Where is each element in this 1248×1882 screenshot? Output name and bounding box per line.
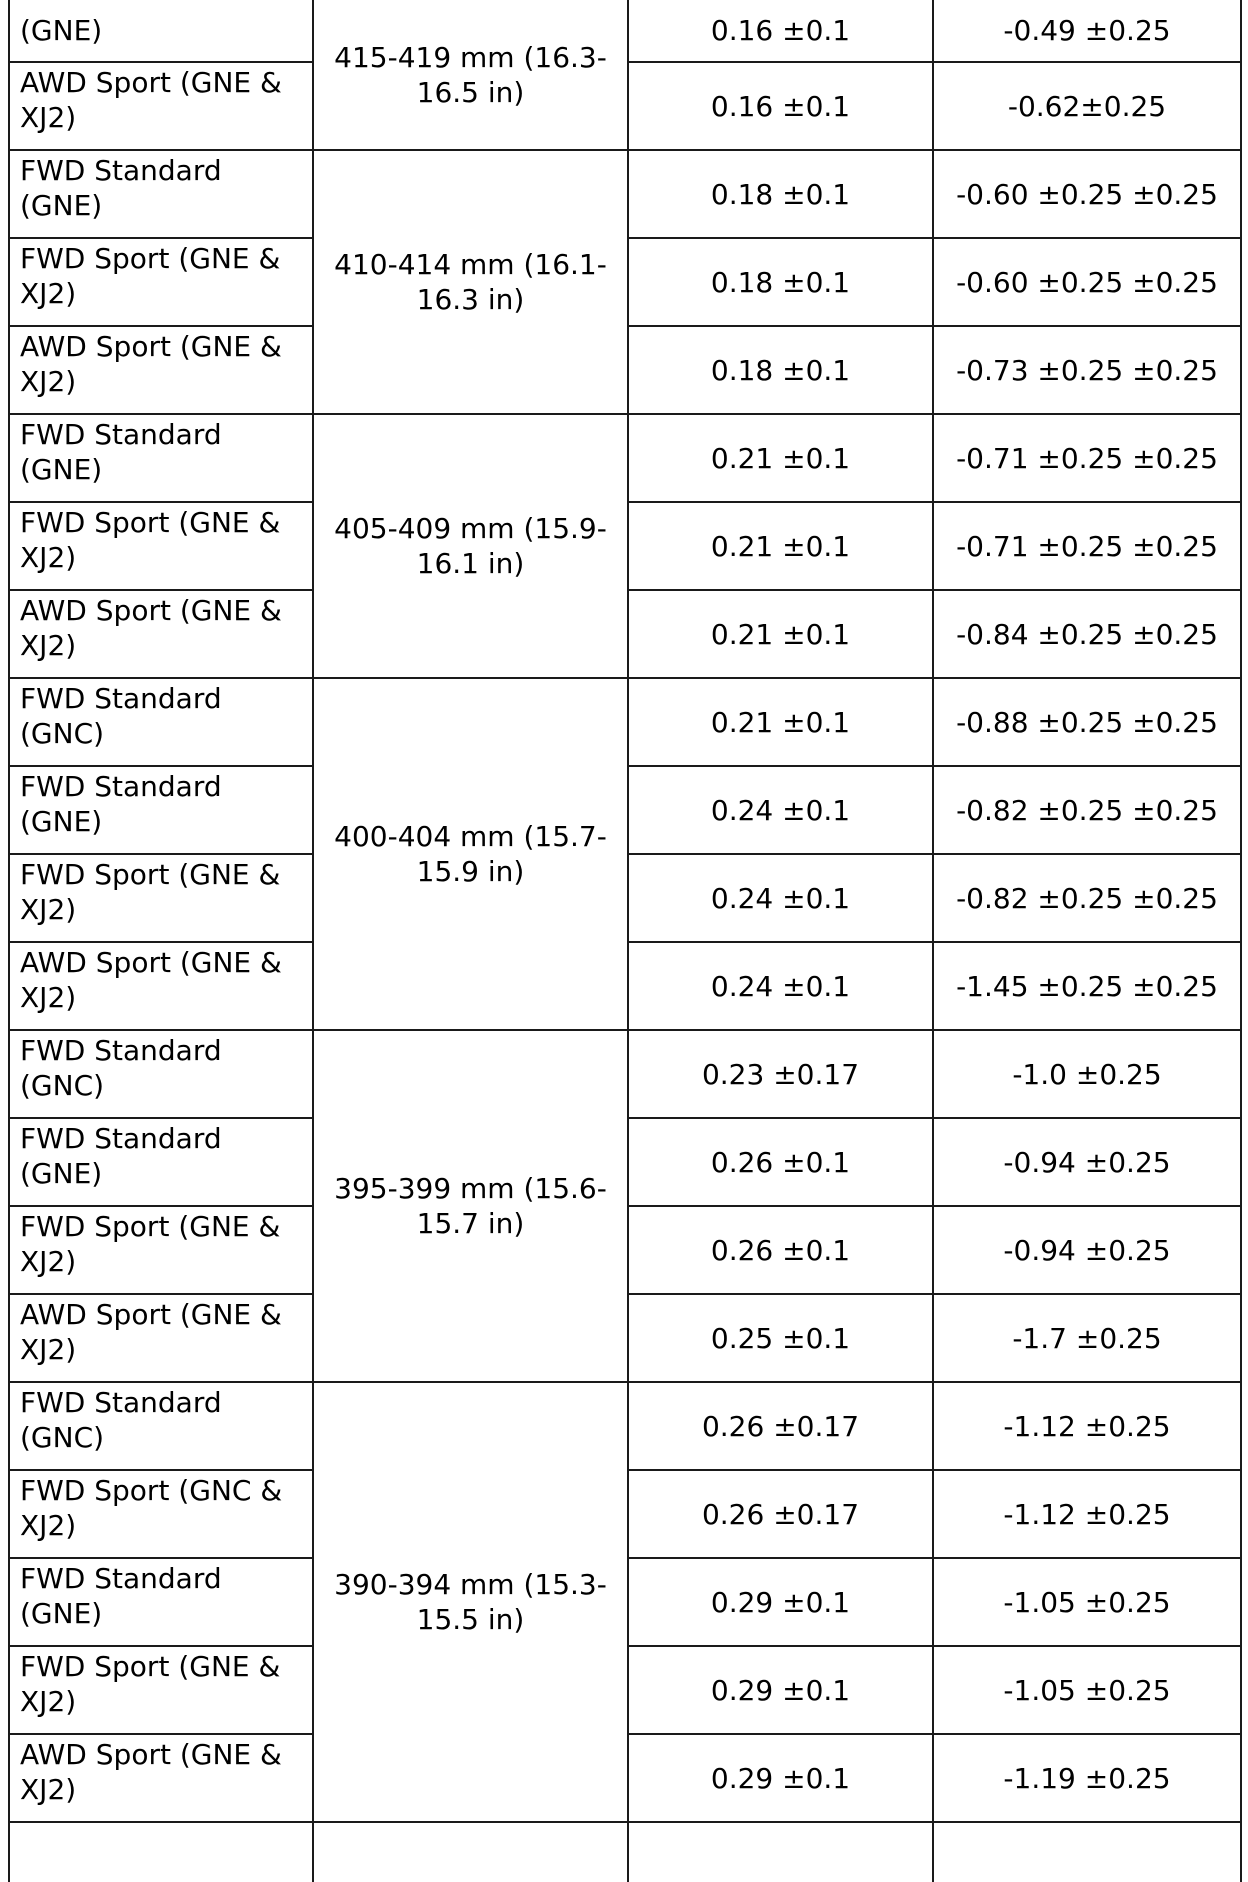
toe-value-cell: -0.82 ±0.25 ±0.25 [933, 854, 1241, 942]
vehicle-variant-cell: AWD Sport (GNE & XJ2) [9, 1294, 313, 1382]
height-range-cell: 410-414 mm (16.1-16.3 in) [313, 150, 628, 414]
vehicle-variant-cell: FWD Standard (GNE) [9, 414, 313, 502]
camber-value-cell: 0.21 ±0.1 [628, 678, 933, 766]
toe-value-cell: -0.71 ±0.25 ±0.25 [933, 414, 1241, 502]
table-row [9, 1382, 1241, 1470]
toe-value-cell: -0.60 ±0.25 ±0.25 [933, 238, 1241, 326]
vehicle-variant-cell: FWD Standard (GNC) [9, 678, 313, 766]
vehicle-variant-cell: AWD Sport (GNE & XJ2) [9, 326, 313, 414]
vehicle-variant-cell: AWD Sport (GNE & XJ2) [9, 942, 313, 1030]
vehicle-variant-cell: (GNE) [9, 0, 313, 62]
vehicle-variant-cell: AWD Sport (GNE & XJ2) [9, 590, 313, 678]
camber-value-cell: 0.26 ±0.1 [628, 1118, 933, 1206]
camber-value-cell: 0.16 ±0.1 [628, 0, 933, 62]
vehicle-variant-cell: FWD Sport (GNE & XJ2) [9, 854, 313, 942]
height-range-cell: 390-394 mm (15.3-15.5 in) [313, 1382, 628, 1822]
vehicle-variant-cell: FWD Sport (GNE & XJ2) [9, 238, 313, 326]
height-range-cell: 400-404 mm (15.7-15.9 in) [313, 678, 628, 1030]
camber-value-cell: 0.21 ±0.1 [628, 590, 933, 678]
vehicle-variant-cell: AWD Sport (GNE & XJ2) [9, 1734, 313, 1822]
camber-value-cell: 0.23 ±0.17 [628, 1030, 933, 1118]
camber-value-cell: 0.16 ±0.1 [628, 62, 933, 150]
toe-value-cell: -1.12 ±0.25 [933, 1382, 1241, 1470]
vehicle-variant-cell: FWD Sport (GNC & XJ2) [9, 1470, 313, 1558]
camber-value-cell: 0.18 ±0.1 [628, 238, 933, 326]
empty-cell [933, 1822, 1241, 1882]
camber-value-cell: 0.21 ±0.1 [628, 502, 933, 590]
camber-value-cell: 0.25 ±0.1 [628, 1294, 933, 1382]
camber-value-cell: 0.18 ±0.1 [628, 150, 933, 238]
toe-value-cell: -1.12 ±0.25 [933, 1470, 1241, 1558]
toe-value-cell: -1.45 ±0.25 ±0.25 [933, 942, 1241, 1030]
camber-value-cell: 0.26 ±0.1 [628, 1206, 933, 1294]
alignment-spec-table [8, 0, 1242, 1882]
height-range-cell: 395-399 mm (15.6-15.7 in) [313, 1030, 628, 1382]
toe-value-cell: -0.73 ±0.25 ±0.25 [933, 326, 1241, 414]
empty-cell [628, 1822, 933, 1882]
camber-value-cell: 0.29 ±0.1 [628, 1734, 933, 1822]
camber-value-cell: 0.18 ±0.1 [628, 326, 933, 414]
vehicle-variant-cell: AWD Sport (GNE & XJ2) [9, 62, 313, 150]
table-row [9, 0, 1241, 62]
vehicle-variant-cell: FWD Standard (GNE) [9, 1118, 313, 1206]
toe-value-cell: -1.19 ±0.25 [933, 1734, 1241, 1822]
toe-value-cell: -0.60 ±0.25 ±0.25 [933, 150, 1241, 238]
vehicle-variant-cell: FWD Sport (GNE & XJ2) [9, 1646, 313, 1734]
vehicle-variant-cell: FWD Standard (GNE) [9, 150, 313, 238]
toe-value-cell: -0.94 ±0.25 [933, 1118, 1241, 1206]
vehicle-variant-cell: FWD Standard (GNE) [9, 766, 313, 854]
table-row [9, 678, 1241, 766]
camber-value-cell: 0.29 ±0.1 [628, 1646, 933, 1734]
toe-value-cell: -1.05 ±0.25 [933, 1646, 1241, 1734]
toe-value-cell: -0.94 ±0.25 [933, 1206, 1241, 1294]
toe-value-cell: -1.05 ±0.25 [933, 1558, 1241, 1646]
vehicle-variant-cell: FWD Sport (GNE & XJ2) [9, 502, 313, 590]
height-range-cell: 415-419 mm (16.3-16.5 in) [313, 0, 628, 150]
toe-value-cell: -0.88 ±0.25 ±0.25 [933, 678, 1241, 766]
toe-value-cell: -0.84 ±0.25 ±0.25 [933, 590, 1241, 678]
empty-cell [313, 1822, 628, 1882]
camber-value-cell: 0.24 ±0.1 [628, 766, 933, 854]
vehicle-variant-cell: FWD Sport (GNE & XJ2) [9, 1206, 313, 1294]
table-row [9, 414, 1241, 502]
toe-value-cell: -1.0 ±0.25 [933, 1030, 1241, 1118]
toe-value-cell: -0.82 ±0.25 ±0.25 [933, 766, 1241, 854]
toe-value-cell: -1.7 ±0.25 [933, 1294, 1241, 1382]
camber-value-cell: 0.24 ±0.1 [628, 942, 933, 1030]
spec-table-body [9, 0, 1241, 1882]
camber-value-cell: 0.26 ±0.17 [628, 1382, 933, 1470]
camber-value-cell: 0.21 ±0.1 [628, 414, 933, 502]
toe-value-cell: -0.62±0.25 [933, 62, 1241, 150]
camber-value-cell: 0.26 ±0.17 [628, 1470, 933, 1558]
empty-cell [9, 1822, 313, 1882]
vehicle-variant-cell: FWD Standard (GNC) [9, 1030, 313, 1118]
camber-value-cell: 0.29 ±0.1 [628, 1558, 933, 1646]
vehicle-variant-cell: FWD Standard (GNE) [9, 1558, 313, 1646]
table-row [9, 150, 1241, 238]
toe-value-cell: -0.49 ±0.25 [933, 0, 1241, 62]
camber-value-cell: 0.24 ±0.1 [628, 854, 933, 942]
height-range-cell: 405-409 mm (15.9-16.1 in) [313, 414, 628, 678]
table-row-empty [9, 1822, 1241, 1882]
table-row [9, 1030, 1241, 1118]
vehicle-variant-cell: FWD Standard (GNC) [9, 1382, 313, 1470]
toe-value-cell: -0.71 ±0.25 ±0.25 [933, 502, 1241, 590]
